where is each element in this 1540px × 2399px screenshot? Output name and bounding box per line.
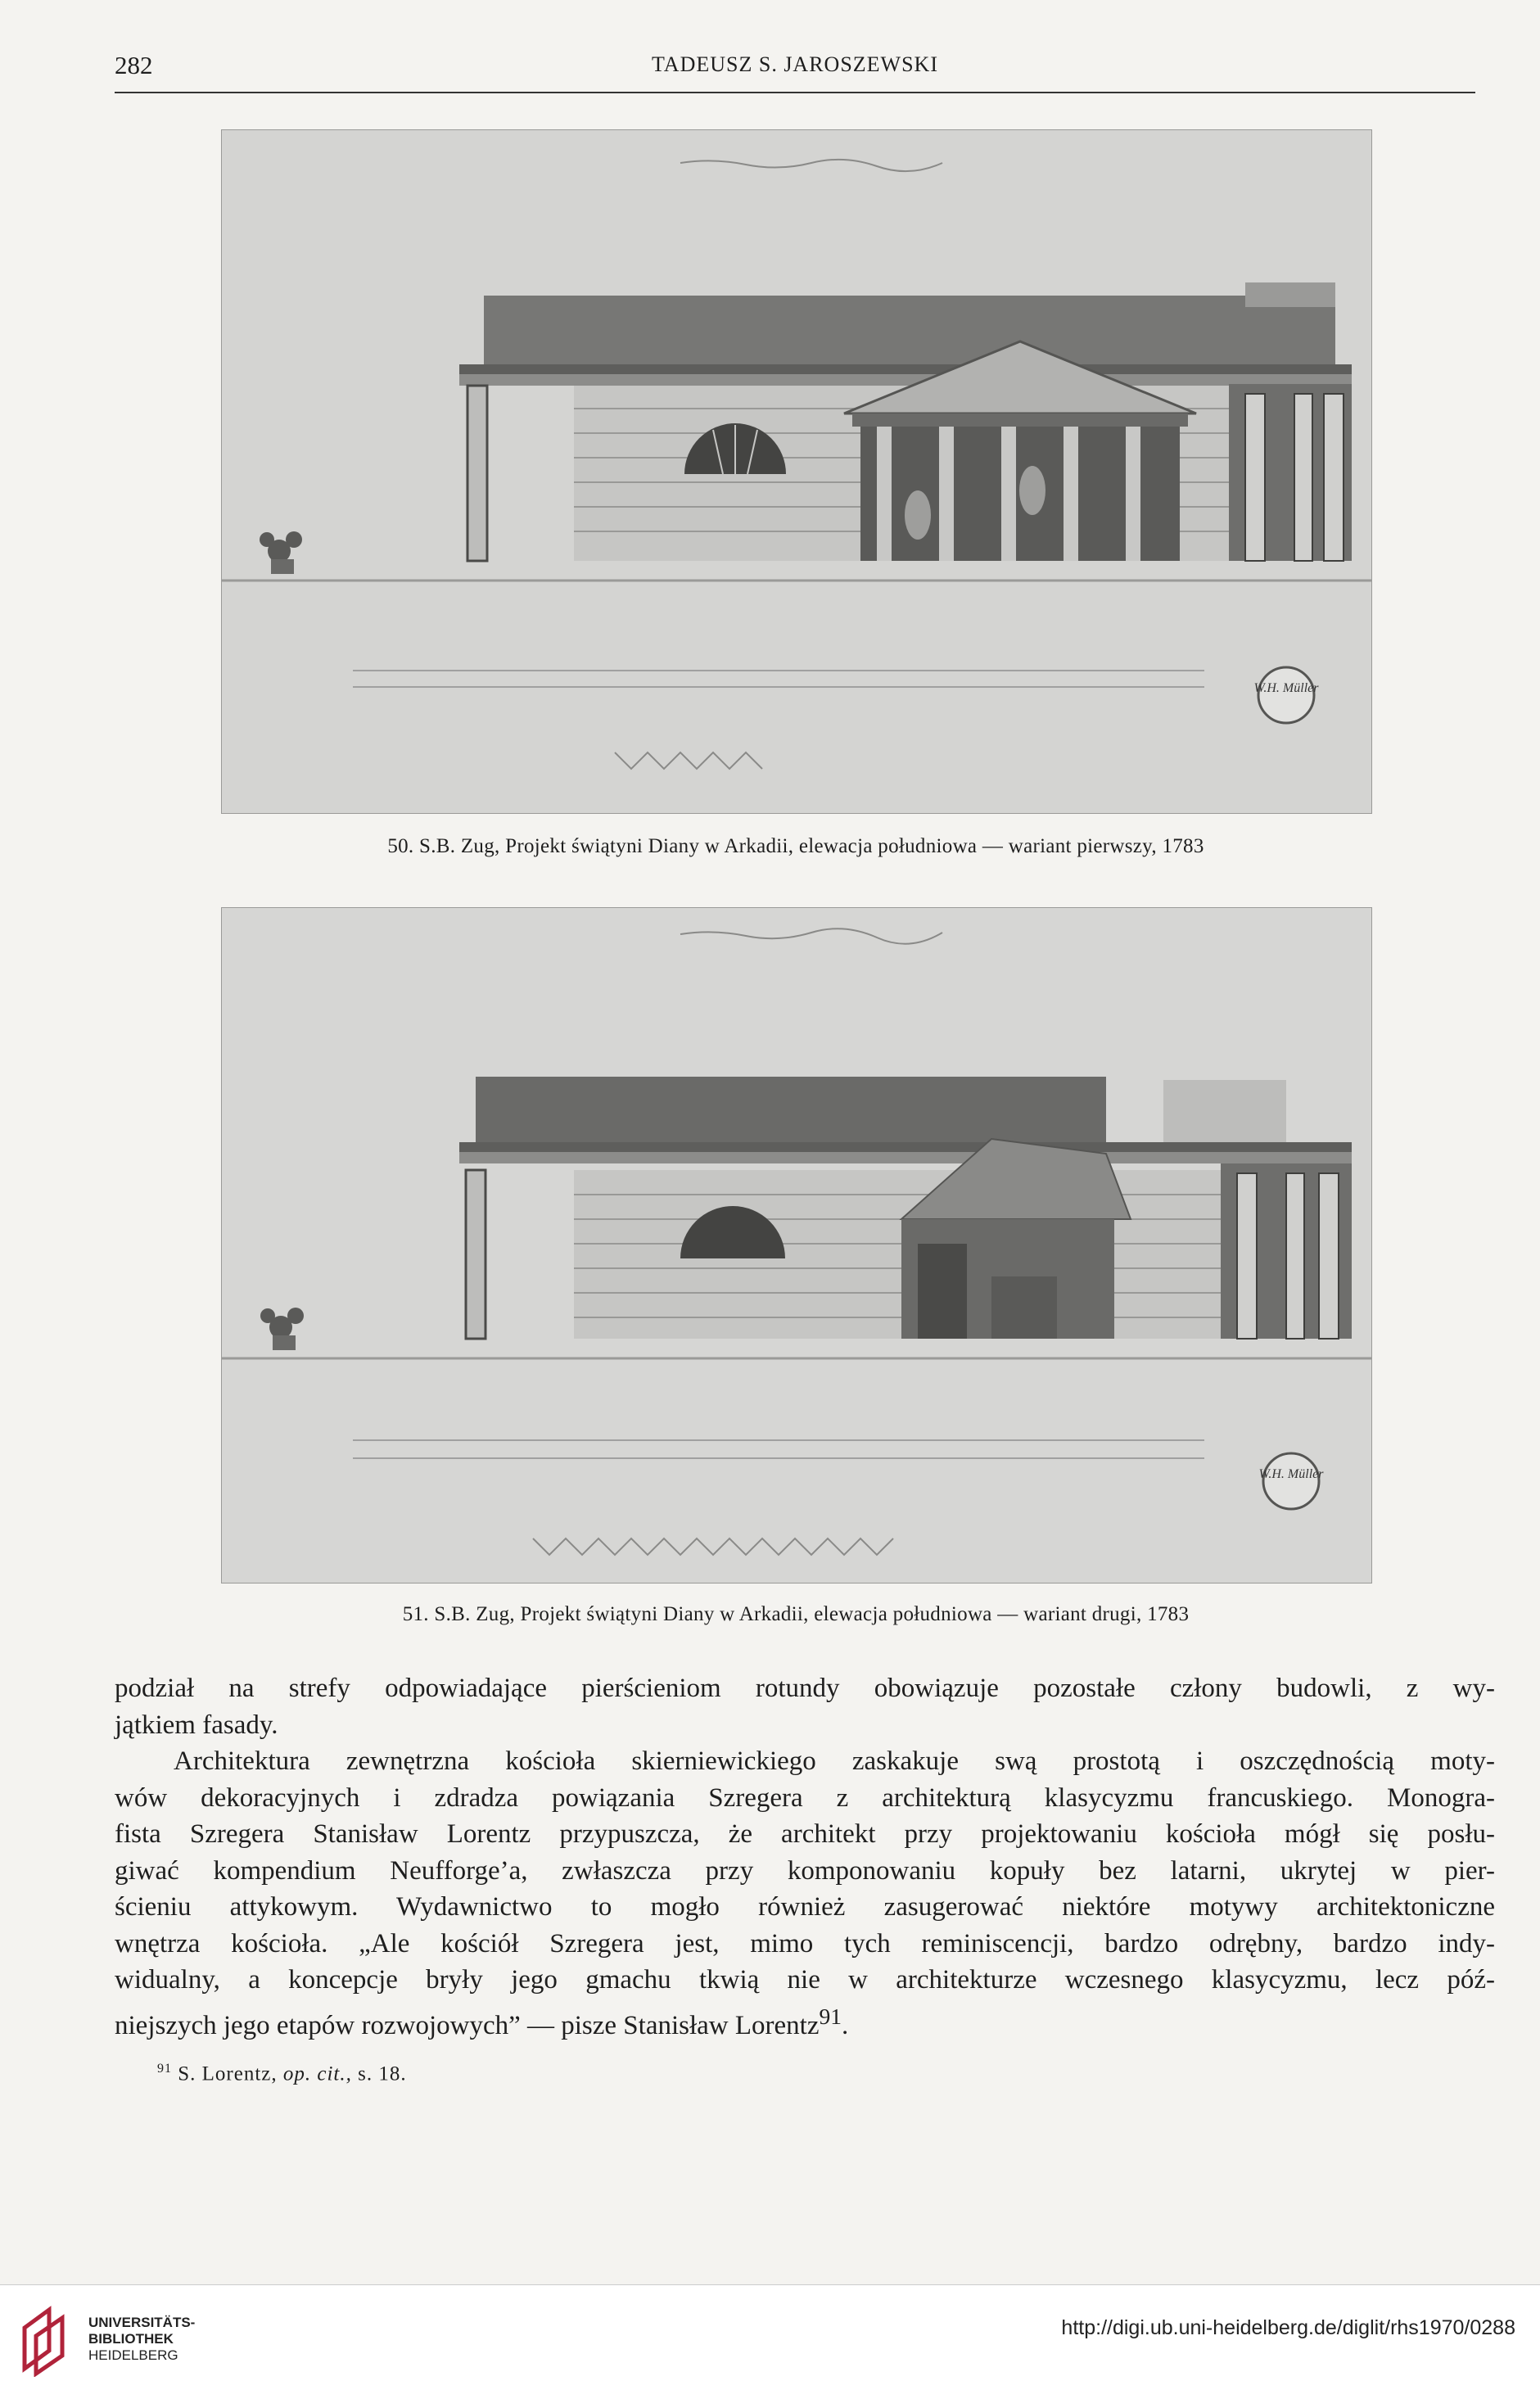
footnote-author: S. Lorentz, xyxy=(178,2062,278,2085)
library-name: UNIVERSITÄTS- BIBLIOTHEK HEIDELBERG xyxy=(88,2315,196,2363)
footnote-ref: op. cit., xyxy=(282,2062,352,2085)
paragraph-2-line-5: ścieniu attykowym. Wydawnictwo to mogło również zasugerować niektóre motywy architektoniczne xyxy=(115,1892,1495,1922)
figure-50-caption: 50. S.B. Zug, Projekt świątyni Diany w Arkadii, elewacja południowa — wariant pierwszy, 1783 xyxy=(387,835,1204,857)
paragraph-2-line-7: widualny, a koncepcje bryły jego gmachu tkwią nie w architekturze wczesnego klasycyzmu, lecz póź- xyxy=(115,1965,1495,1995)
paragraph-2-line-4: giwać kompendium Neufforge’a, zwłaszcza przy komponowaniu kopuły bez latarni, ukrytej w pier- xyxy=(115,1855,1495,1886)
collector-stamp-2 xyxy=(1263,1453,1319,1509)
figure-50-image xyxy=(221,129,1372,814)
stamp-text-2: W.H. Müller xyxy=(1258,1467,1324,1481)
body-text xyxy=(115,1670,1495,2044)
elevation-drawing-2 xyxy=(222,908,1371,1583)
collector-stamp-1 xyxy=(1258,667,1314,723)
footnote-ref-91[interactable]: 91 xyxy=(819,2003,842,2029)
paragraph-2-line-1: Architektura zewnętrzna kościoła skierniewickiego zaskakuje swą prostotą i oszczędnością moty- xyxy=(174,1746,1495,1776)
stamp-text-1: W.H. Müller xyxy=(1253,681,1319,695)
final-line-text: niejszych jego etapów rozwojowych” — pisze Stanisław Lorentz xyxy=(115,2010,820,2040)
paragraph-2-line-8: niejszych jego etapów rozwojowych” — pisze Stanisław Lorentz$^{91}$. xyxy=(115,2003,849,2040)
figure-51-caption: 51. S.B. Zug, Projekt świątyni Diany w Arkadii, elewacja południowa — wariant drugi, 1783 xyxy=(402,1603,1190,1625)
paragraph-1-line-2: jątkiem fasady. xyxy=(115,1710,278,1740)
footnote-91 xyxy=(157,2062,407,2085)
page-header xyxy=(115,51,1475,87)
figure-51-image xyxy=(221,907,1372,1584)
paragraph-2-line-3: fista Szregera Stanisław Lorentz przypuszcza, że architekt przy projektowaniu kościoła mógł się posłu- xyxy=(115,1819,1495,1849)
paragraph-2-line-6: wnętrza kościoła. „Ale kościół Szregera jest, mimo tych reminiscencji, bardzo odrębny, bardzo indy- xyxy=(115,1928,1495,1959)
source-url-link[interactable]: http://digi.ub.uni-heidelberg.de/diglit/rhs1970/0288 xyxy=(1061,2316,1515,2339)
running-head: TADEUSZ S. JAROSZEWSKI xyxy=(652,52,938,76)
footnote-number: 91 xyxy=(157,2062,172,2076)
paragraph-1-line-1: podział na strefy odpowiadające pierścieniom rotundy obowiązuje pozostałe człony budowli, z wy- xyxy=(115,1674,1495,1703)
header-rule xyxy=(115,92,1475,93)
elevation-drawing-1 xyxy=(222,130,1371,813)
digitization-footer xyxy=(0,2284,1540,2399)
page-number: 282 xyxy=(115,51,153,79)
paragraph-2-line-2: wów dekoracyjnych i zdradza powiązania Szregera z architekturą klasycyzmu francuskiego. Monogra- xyxy=(115,1782,1495,1813)
footnote-page: s. 18. xyxy=(358,2062,407,2085)
library-logo-icon xyxy=(16,2303,74,2377)
